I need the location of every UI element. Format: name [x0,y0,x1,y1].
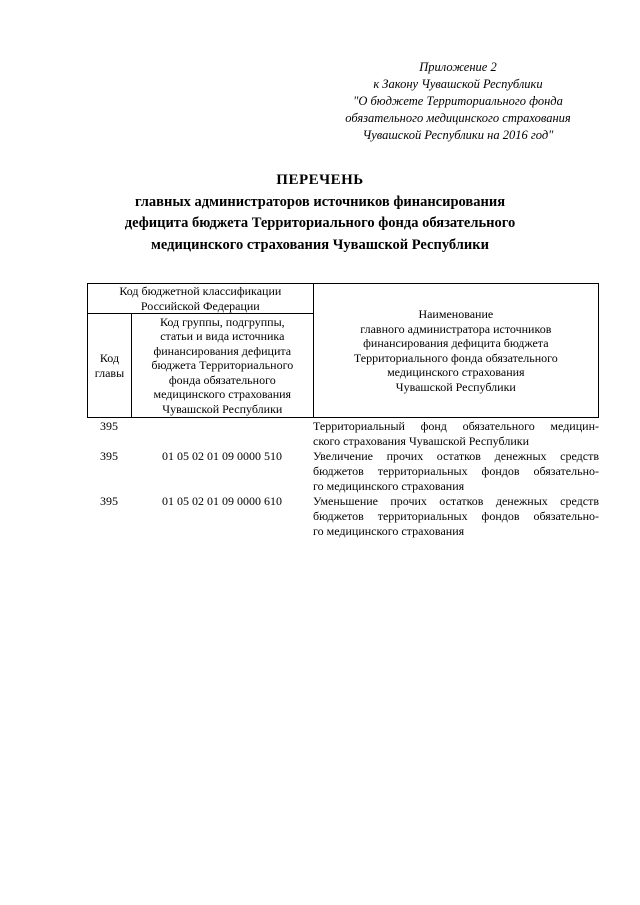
source-code-header-line: Код группы, подгруппы, [159,314,285,329]
source-code-cell: 01 05 02 01 09 0000 510 [162,449,282,463]
chapter-code-cell: 395 [100,449,118,463]
chapter-code-header-line: Код [99,351,120,365]
name-line: Увеличение прочих остатков денежных средств [313,449,599,463]
source-code-header-line: финансирования дефицита [153,343,292,358]
name-header-line: Территориального фонда обязательного [353,350,558,365]
group-header-cell [88,284,314,314]
subtitle-line: дефицита бюджета Территориального фонда обязательного [124,215,516,231]
group-header-line: Код бюджетной классификации [119,284,282,298]
annex-line: Чувашской Республики на 2016 год" [362,128,554,142]
table-row [87,449,599,494]
source-code-header-line: медицинского страхования [153,387,292,402]
subtitle-line: медицинского страхования Чувашской Республики [151,236,489,253]
subtitle-line: главных администраторов источников финансирования [134,193,506,210]
annex-note [328,59,588,144]
name-header-line: главного администратора источников [360,321,552,336]
source-code-header-cell [131,314,313,418]
table-header [87,283,599,418]
name-line: Территориальный фонд обязательного медицин- [313,419,599,433]
source-code-header-line: фонда обязательного [168,372,276,387]
source-code-cell [131,419,313,449]
table-row [87,419,599,449]
name-line: ского страхования Чувашской Республики [313,434,529,448]
name-header-line: финансирования дефицита бюджета [363,336,549,350]
annex-line: Приложение 2 [419,60,497,74]
name-header-line: Наименование [418,307,494,321]
name-cell [313,419,599,449]
annex-line: к Закону Чувашской Республики [373,77,543,91]
annex-line: обязательного медицинского страхования [345,111,571,125]
name-header-cell [313,284,598,418]
document-heading [50,170,590,256]
name-cell [313,449,599,494]
chapter-code-header-line: главы [94,365,125,380]
chapter-code-cell: 395 [100,494,118,508]
group-header-line: Российской Федерации [140,298,260,313]
annex-line: "О бюджете Территориального фонда [353,94,563,108]
name-line: го медицинского страхования [313,479,465,493]
chapter-code-cell: 395 [100,419,118,433]
chapter-code-header-cell [88,314,132,418]
name-line: Уменьшение прочих остатков денежных средств [313,494,599,508]
source-code-cell: 01 05 02 01 09 0000 610 [162,494,282,508]
source-code-header-line: бюджета Территориального [151,358,294,373]
table-row [87,494,599,539]
name-header-line: медицинского страхования [387,365,525,379]
source-code-header-line: Чувашской Республики [162,401,283,416]
source-code-header-line: статьи и вида источника [160,329,285,344]
name-line: бюджетов территориальных фондов обязательно- [313,509,599,523]
name-line: бюджетов территориальных фондов обязательно- [313,464,599,478]
table-body [87,419,599,539]
name-line: го медицинского страхования [313,524,465,538]
page-title: ПЕРЕЧЕНЬ [276,172,364,188]
name-header-line: Чувашской Республики [395,379,516,394]
name-cell [313,494,599,539]
